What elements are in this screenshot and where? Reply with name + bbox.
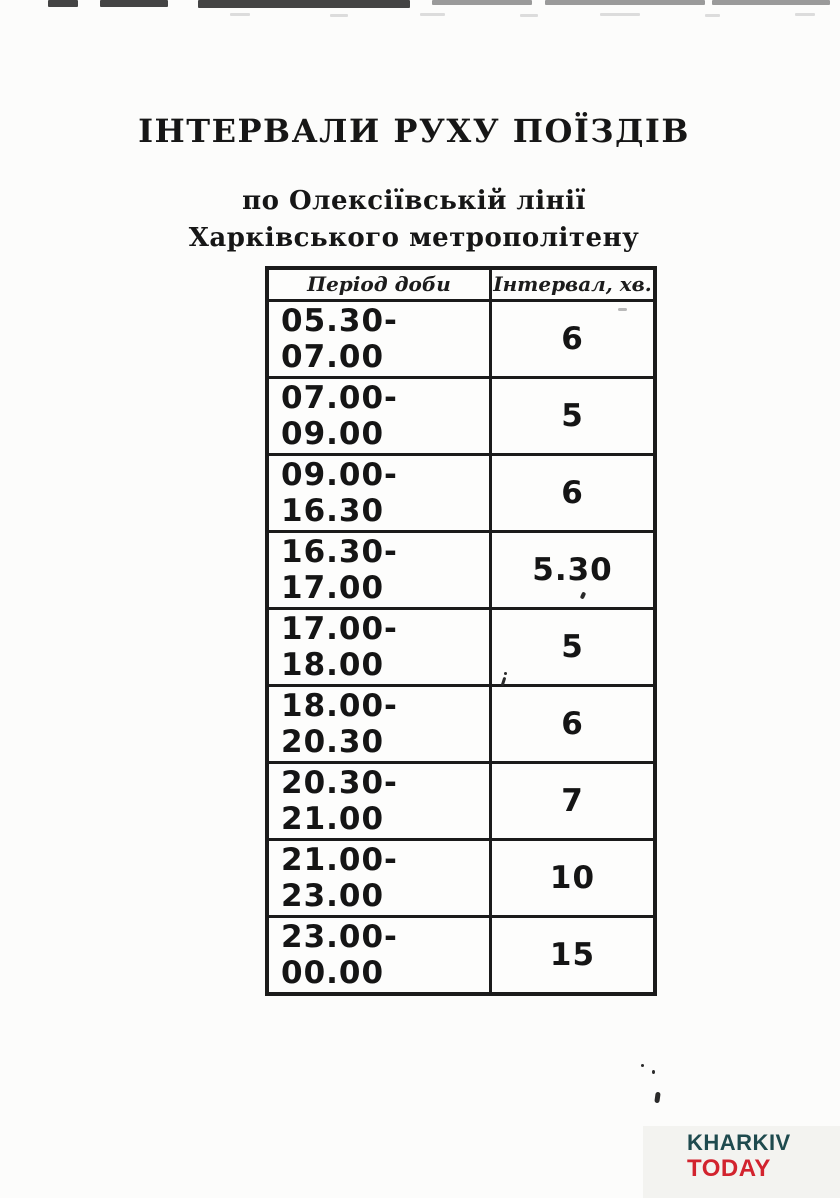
scan-artifact	[432, 0, 532, 5]
interval-cell: 6	[491, 455, 656, 532]
page-title: ІНТЕРВАЛИ РУХУ ПОЇЗДІВ	[138, 112, 690, 150]
ink-speck	[618, 308, 627, 311]
ink-speck	[641, 1064, 644, 1067]
table-row	[267, 609, 655, 686]
page-subtitle-line1: по Олексіївській лінії	[242, 186, 586, 216]
period-cell: 20.30-21.00	[267, 763, 491, 840]
period-cell: 17.00-18.00	[267, 609, 491, 686]
interval-cell: 5	[491, 609, 656, 686]
scan-artifact	[48, 0, 78, 7]
interval-cell: 6	[491, 686, 656, 763]
scan-artifact	[600, 13, 640, 16]
table-row	[267, 840, 655, 917]
table-header-row	[267, 268, 655, 301]
interval-cell: 5	[491, 378, 656, 455]
interval-cell: 15	[491, 917, 656, 995]
period-cell: 05.30-07.00	[267, 301, 491, 378]
scan-artifact	[330, 14, 348, 17]
table-row	[267, 917, 655, 995]
table-row	[267, 301, 655, 378]
period-cell: 07.00-09.00	[267, 378, 491, 455]
table-row	[267, 686, 655, 763]
table-row	[267, 378, 655, 455]
interval-cell: 5.30	[491, 532, 656, 609]
logo-text-kharkiv: KHARKIV	[687, 1130, 791, 1155]
interval-cell: 6	[491, 301, 656, 378]
period-cell: 18.00-20.30	[267, 686, 491, 763]
scan-artifact	[230, 13, 250, 16]
scan-artifact	[712, 0, 830, 5]
ink-speck	[654, 1092, 660, 1104]
scan-artifact	[705, 14, 720, 17]
scan-artifact	[420, 13, 445, 16]
column-header-interval: Інтервал, хв.	[491, 268, 656, 301]
period-cell: 16.30-17.00	[267, 532, 491, 609]
ink-speck	[652, 1070, 655, 1074]
kharkiv-today-logo	[643, 1126, 840, 1198]
table-row	[267, 763, 655, 840]
period-cell: 21.00-23.00	[267, 840, 491, 917]
scan-artifact	[545, 0, 705, 5]
interval-cell: 7	[491, 763, 656, 840]
table-row	[267, 455, 655, 532]
period-cell: 09.00-16.30	[267, 455, 491, 532]
logo-text-today: TODAY	[687, 1155, 771, 1182]
scan-artifact	[198, 0, 410, 8]
period-cell: 23.00-00.00	[267, 917, 491, 995]
table-row	[267, 532, 655, 609]
scan-artifact	[520, 14, 538, 17]
schedule-table	[265, 266, 657, 996]
page-subtitle-line2: Харківського метрополітену	[188, 223, 640, 253]
interval-cell: 10	[491, 840, 656, 917]
scan-artifact	[100, 0, 168, 7]
column-header-period: Період доби	[267, 268, 491, 301]
scan-artifact	[795, 13, 815, 16]
ink-speck	[504, 672, 507, 675]
